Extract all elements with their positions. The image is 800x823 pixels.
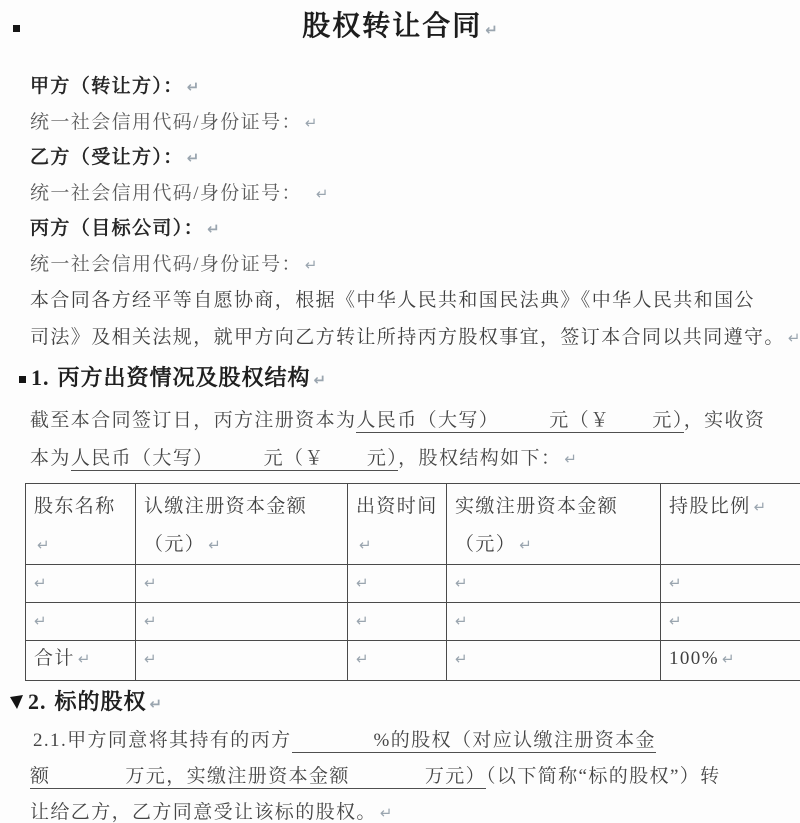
section-1-heading (19, 362, 326, 394)
party-a-credit-code-line (30, 108, 317, 138)
header-text: 出资时间 (356, 496, 438, 517)
header-shareholder-name (26, 484, 136, 565)
table-row (26, 565, 800, 603)
capital-text: ，实收资 (683, 410, 766, 431)
paragraph-mark-icon: ↵ (313, 371, 327, 389)
cell-text: 合计 (34, 648, 75, 669)
party-c-text: 丙方（目标公司）： (30, 218, 205, 239)
table-cell (136, 641, 348, 681)
capital-paragraph-line-1 (30, 406, 765, 436)
blank-text: 万元，实缴注册资本金额 (125, 766, 350, 787)
paragraph-mark-icon: ↵ (304, 114, 318, 132)
paragraph-mark-icon: ↵ (359, 536, 372, 554)
paragraph-mark-icon: ↵ (144, 650, 157, 668)
table-cell (447, 565, 661, 603)
section-number: 1. (31, 365, 50, 390)
header-text: 持股比例 (669, 496, 751, 517)
paragraph-mark-icon: ↵ (304, 256, 318, 274)
paragraph-mark-icon: ↵ (186, 149, 200, 167)
header-text: 认缴注册资本金额（元） (144, 496, 308, 555)
total-ratio-cell (661, 641, 800, 681)
blank-gap (50, 781, 125, 782)
paragraph-mark-icon: ↵ (356, 612, 369, 630)
paragraph-mark-icon: ↵ (519, 536, 532, 554)
blank-gap (610, 425, 652, 426)
intro-paragraph-line-1 (30, 286, 755, 316)
section-2-heading (8, 686, 162, 718)
total-label-cell (26, 641, 136, 681)
paragraph-mark-icon: ↵ (356, 574, 369, 592)
blank-gap (499, 425, 549, 426)
paragraph-mark-icon: ↵ (356, 650, 369, 668)
paragraph-mark-icon: ↵ (721, 650, 735, 668)
paragraph-mark-icon: ↵ (208, 536, 221, 554)
credit-code-text: 统一社会信用代码/身份证号： (30, 254, 302, 275)
paragraph-mark-icon: ↵ (144, 612, 157, 630)
fill-in-blank (292, 730, 656, 753)
paragraph-mark-icon: ↵ (77, 650, 91, 668)
clause-text: 2.1.甲方同意将其持有的丙方 (33, 730, 292, 751)
table-cell (661, 603, 800, 641)
paragraph-mark-icon: ↵ (37, 536, 50, 554)
intro-paragraph-line-2 (30, 323, 800, 353)
clause-2-1-line-3 (30, 798, 392, 823)
clause-text: （以下简称“标的股权”）转 (486, 766, 721, 787)
header-text: 股东名称 (34, 496, 116, 517)
paragraph-mark-icon: ↵ (186, 78, 200, 96)
paragraph-mark-icon: ↵ (34, 574, 47, 592)
party-b-text: 乙方（受让方）： (30, 147, 184, 168)
paragraph-mark-icon: ↵ (455, 650, 468, 668)
blank-text: 额 (30, 766, 51, 787)
table-cell (136, 565, 348, 603)
blank-gap (214, 463, 264, 464)
party-a-text: 甲方（转让方）： (30, 76, 184, 97)
header-paid-in-capital (447, 484, 661, 565)
header-text: 实缴注册资本金额（元） (455, 496, 619, 555)
fill-in-blank (30, 766, 486, 789)
paragraph-mark-icon: ↵ (34, 612, 47, 630)
paragraph-mark-icon: ↵ (669, 612, 682, 630)
blank-text: 元（￥ (549, 410, 611, 431)
clause-text: 让给乙方，乙方同意受让该标的股权。 (30, 802, 377, 823)
paragraph-mark-icon: ↵ (753, 498, 767, 516)
party-c-credit-code-line (30, 250, 317, 280)
table-cell (348, 565, 447, 603)
paragraph-mark-icon: ↵ (379, 804, 393, 822)
blank-text: 元） (652, 410, 684, 431)
intro-text: 本合同各方经平等自愿协商，根据《中华人民共和国民法典》《中华人民共和国公 (30, 290, 755, 311)
fill-in-blank (71, 448, 398, 471)
cell-text: 100% (669, 648, 719, 669)
credit-code-text: 统一社会信用代码/身份证号： (30, 112, 302, 133)
credit-code-text: 统一社会信用代码/身份证号： (30, 183, 302, 204)
paragraph-mark-icon: ↵ (455, 574, 468, 592)
party-b-credit-code-line (30, 179, 328, 209)
section-number: 2. (28, 689, 47, 714)
blank-text: 万元） (424, 766, 487, 787)
clause-2-1-line-1 (33, 726, 656, 756)
paragraph-mark-icon: ↵ (149, 695, 163, 713)
header-contribution-time (348, 484, 447, 565)
blank-text: 人民币（大写） (356, 410, 500, 431)
blank-text: 元（￥ (263, 448, 325, 469)
paragraph-mark-icon: ↵ (669, 574, 682, 592)
party-a-label (30, 72, 199, 102)
blank-gap (292, 745, 374, 746)
party-b-label (30, 143, 199, 173)
paragraph-mark-icon: ↵ (787, 329, 800, 347)
intro-text: 司法》及相关法规，就甲方向乙方转让所持丙方股权事宜，签订本合同以共同遵守。 (30, 327, 785, 348)
table-cell (661, 565, 800, 603)
table-total-row (26, 641, 800, 681)
blank-gap (325, 463, 367, 464)
table-cell (26, 603, 136, 641)
paragraph-mark-icon: ↵ (455, 612, 468, 630)
table-cell (136, 603, 348, 641)
paragraph-mark-icon: ↵ (564, 450, 577, 468)
heading-collapse-triangle-icon (8, 694, 25, 710)
capital-text: 截至本合同签订日，丙方注册资本为 (30, 410, 357, 431)
header-subscribed-capital (136, 484, 348, 565)
table-row (26, 603, 800, 641)
blank-text: 人民币（大写） (70, 448, 214, 469)
capital-paragraph-line-2 (30, 444, 577, 474)
paragraph-mark-icon: ↵ (207, 220, 220, 238)
capital-text: 本为 (30, 448, 71, 469)
blank-text: %的股权（对应认缴注册资本金 (373, 730, 656, 751)
table-cell (348, 603, 447, 641)
table-cell (447, 641, 661, 681)
table-cell (348, 641, 447, 681)
header-shareholding-ratio (661, 484, 800, 565)
fill-in-blank (356, 410, 683, 433)
capital-text: ，股权结构如下： (398, 448, 562, 469)
table-cell (26, 565, 136, 603)
heading-anchor-square-icon (19, 376, 26, 383)
paragraph-mark-icon: ↵ (485, 21, 498, 39)
blank-text: 元） (366, 448, 399, 469)
section-heading-text: 标的股权 (54, 689, 147, 714)
section-heading-text: 丙方出资情况及股权结构 (57, 365, 311, 390)
document-title (0, 8, 800, 49)
title-text: 股权转让合同 (302, 11, 483, 42)
paragraph-mark-icon: ↵ (144, 574, 157, 592)
party-c-label (30, 214, 220, 244)
paragraph-mark-icon: ↵ (315, 185, 329, 203)
blank-gap (350, 781, 425, 782)
table-cell (447, 603, 661, 641)
table-header-row (26, 484, 800, 565)
shareholding-structure-table (25, 483, 800, 681)
clause-2-1-line-2 (30, 762, 721, 792)
